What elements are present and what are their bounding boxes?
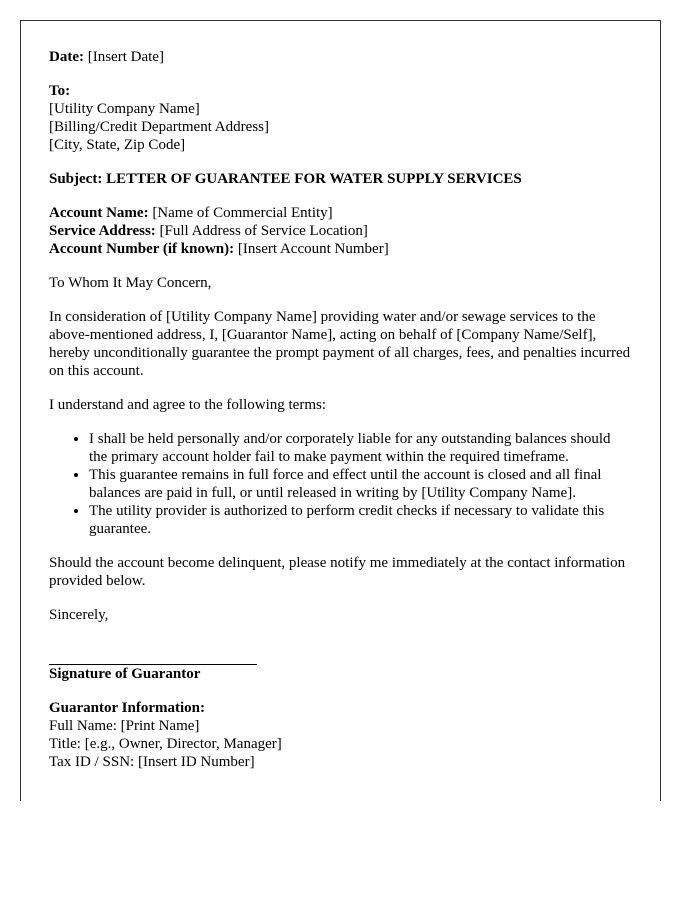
- recipient-department-address: [Billing/Credit Department Address]: [49, 119, 269, 135]
- recipient-block: [49, 82, 632, 154]
- closing: Sincerely,: [49, 607, 109, 623]
- account-number-value: [Insert Account Number]: [237, 241, 389, 257]
- subject-line: [49, 170, 632, 188]
- account-number-line: [49, 240, 632, 258]
- date-line: [49, 48, 632, 66]
- subject-label: Subject:: [49, 171, 103, 187]
- term-item: • This guarantee remains in full force and effect until the account is closed and all final balances are paid in full, or until released in writing by [Utility Company Name].: [89, 466, 632, 502]
- closing-paragraph: Should the account become delinquent, please notify me immediately at the contact information provided below.: [49, 555, 626, 589]
- recipient-company: [Utility Company Name]: [49, 101, 200, 117]
- account-details: [49, 204, 632, 258]
- guarantor-info-block: [49, 699, 632, 771]
- account-name-line: [49, 204, 632, 222]
- account-name-label: Account Name:: [49, 205, 149, 221]
- term-item: • I shall be held personally and/or corporately liable for any outstanding balances should the primary account holder fail to make payment within the required timeframe.: [89, 430, 632, 466]
- date-value: [Insert Date]: [87, 49, 164, 65]
- account-number-label: Account Number (if known):: [49, 241, 235, 257]
- account-name-value: [Name of Commercial Entity]: [152, 205, 333, 221]
- guarantor-tax-id: Tax ID / SSN: [Insert ID Number]: [49, 754, 255, 770]
- salutation: To Whom It May Concern,: [49, 275, 212, 291]
- letter-document: [20, 20, 661, 801]
- recipient-city-state-zip: [City, State, Zip Code]: [49, 137, 186, 153]
- service-address-line: [49, 222, 632, 240]
- term-item: • The utility provider is authorized to perform credit checks if necessary to validate this guarantee.: [89, 502, 632, 538]
- signature-space: [49, 640, 632, 664]
- date-label: Date:: [49, 49, 84, 65]
- guarantor-full-name: Full Name: [Print Name]: [49, 718, 200, 734]
- service-address-label: Service Address:: [49, 223, 156, 239]
- terms-list: [49, 430, 632, 538]
- terms-intro: I understand and agree to the following terms:: [49, 397, 327, 413]
- body-paragraph: In consideration of [Utility Company Name] providing water and/or sewage services to the above-mentioned address, I, [Guarantor Name], acting on behalf of [Company Name/Self], hereby unconditionally guarantee the prompt payment of all charges, fees, and penalties incurred on this account.: [49, 309, 631, 379]
- service-address-value: [Full Address of Service Location]: [159, 223, 368, 239]
- to-label: To:: [49, 83, 71, 99]
- subject-value: LETTER OF GUARANTEE FOR WATER SUPPLY SERVICES: [106, 171, 522, 187]
- signature-label: Signature of Guarantor: [49, 666, 201, 682]
- guarantor-info-heading: Guarantor Information:: [49, 700, 205, 716]
- guarantor-title: Title: [e.g., Owner, Director, Manager]: [49, 736, 282, 752]
